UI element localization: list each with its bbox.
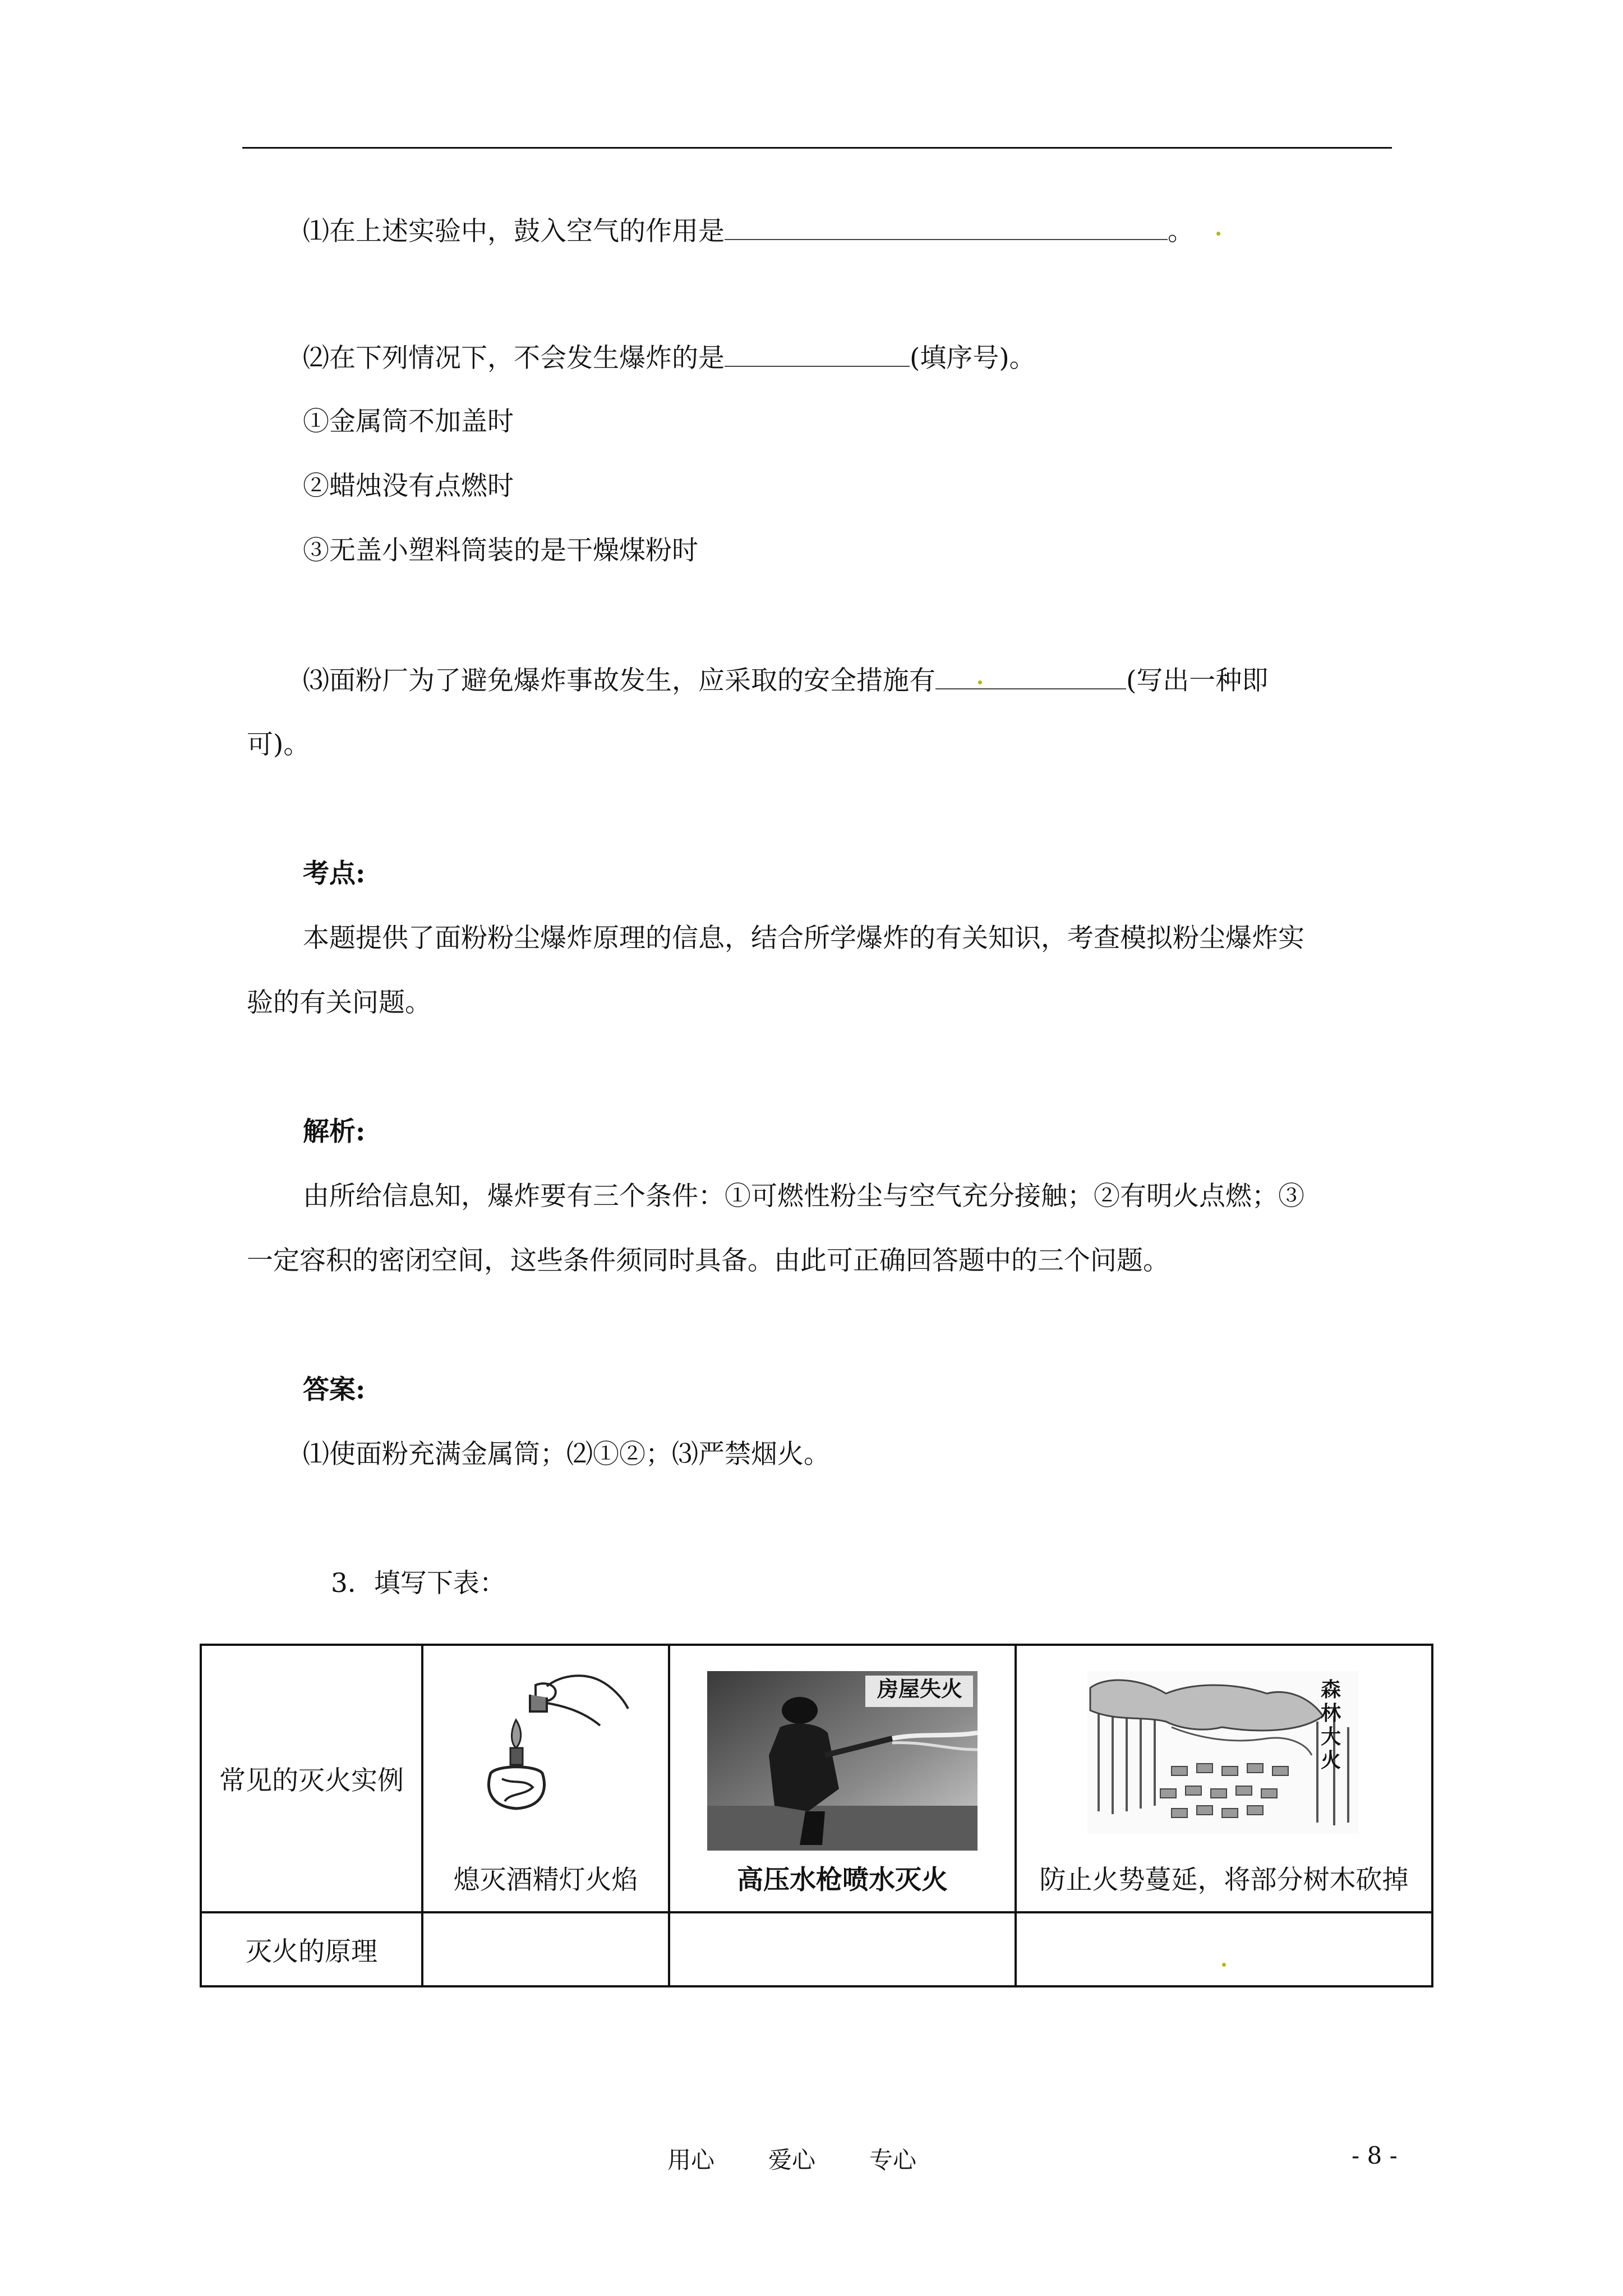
question-3: ⑶面粉厂为了避免爆炸事故发生，应采取的安全措施有 (写出一种即 [303, 664, 1268, 698]
row-header-examples: 常见的灭火实例 [201, 1645, 422, 1912]
extinguish-table [200, 1644, 1433, 1987]
row-header-principle: 灭火的原理 [201, 1912, 422, 1986]
footer-word-1: 用心 [667, 2146, 715, 2174]
jiexi-text-1: 由所给信息知，爆炸要有三个条件：①可燃性粉尘与空气充分接触；②有明火点燃；③ [303, 1181, 1304, 1212]
example-cell-house [669, 1645, 1016, 1912]
photo-label-forest: 森林大火 [1320, 1678, 1341, 1772]
caption-house: 高压水枪喷水灭火 [737, 1865, 948, 1895]
answer-blank-3[interactable] [935, 664, 1126, 689]
option-1: ①金属筒不加盖时 [303, 406, 514, 437]
jiexi-text-2: 一定容积的密闭空间，这些条件须同时具备。由此可正确回答题中的三个问题。 [247, 1245, 1169, 1276]
example-cell-lamp [422, 1645, 669, 1912]
footer-word-3: 专心 [869, 2146, 917, 2174]
page-number: - 8 - [1352, 2142, 1398, 2169]
kaodian-text-1: 本题提供了面粉粉尘爆炸原理的信息，结合所学爆炸的有关知识，考查模拟粉尘爆炸实 [303, 923, 1304, 954]
daan-heading: 答案: [303, 1374, 366, 1405]
answer-blank-1[interactable] [725, 214, 1168, 240]
alcohol-lamp-icon [463, 1664, 631, 1821]
header-rule [242, 147, 1392, 149]
question-3-cont: 可)。 [247, 729, 310, 760]
caption-forest: 防止火势蔓延，将部分树木砍掉 [1039, 1865, 1409, 1895]
principle-cell-forest[interactable] [1016, 1912, 1432, 1986]
principle-cell-house[interactable] [669, 1912, 1016, 1986]
task-3-title: 3．填写下表： [331, 1568, 506, 1599]
jiexi-heading: 解析: [303, 1116, 366, 1147]
question-2: ⑵在下列情况下，不会发生爆炸的是 (填序号)。 [303, 341, 1036, 375]
option-3: ③无盖小塑料筒装的是干燥煤粉时 [303, 535, 698, 566]
kaodian-text-2: 验的有关问题。 [247, 987, 431, 1018]
principle-cell-lamp[interactable] [422, 1912, 669, 1986]
footer-word-2: 爱心 [768, 2146, 816, 2174]
daan-text: ⑴使面粉充满金属筒；⑵①②；⑶严禁烟火。 [303, 1439, 830, 1470]
question-1: ⑴在上述实验中，鼓入空气的作用是 。 [303, 214, 1220, 249]
caption-lamp: 熄灭酒精灯火焰 [453, 1865, 638, 1895]
example-cell-forest [1016, 1645, 1432, 1912]
option-2: ②蜡烛没有点燃时 [303, 471, 514, 501]
kaodian-heading: 考点: [303, 858, 366, 889]
photo-label-house: 房屋失火 [877, 1677, 962, 1701]
answer-blank-2[interactable] [725, 341, 910, 367]
table-row-examples [201, 1645, 1432, 1912]
table-row-principle [201, 1912, 1432, 1986]
